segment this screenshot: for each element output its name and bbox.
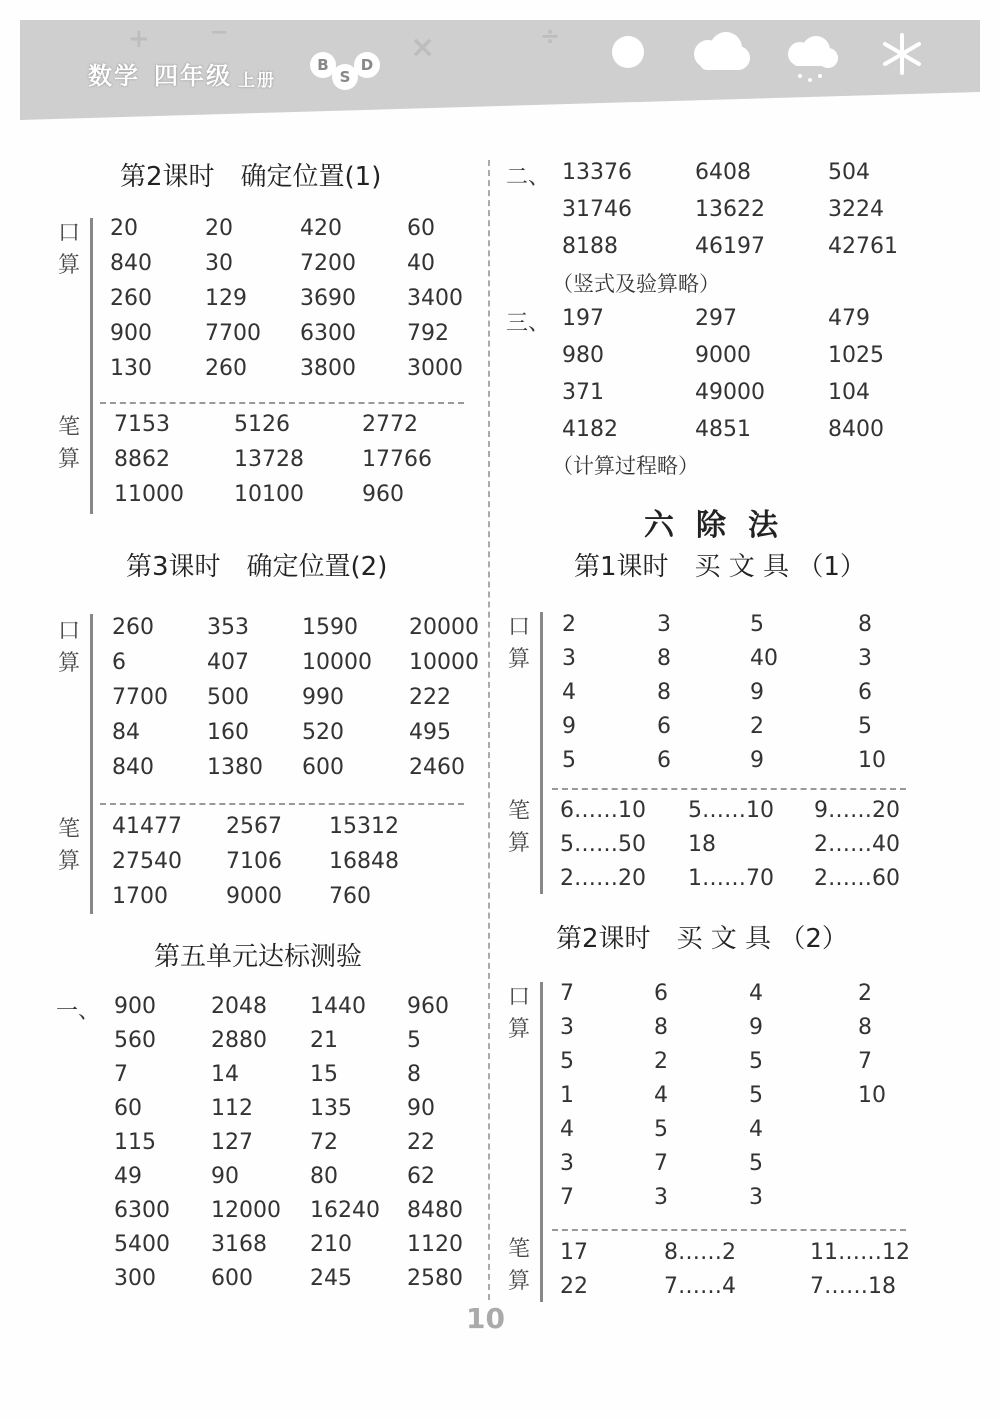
column-divider (488, 160, 490, 1300)
written-label: 笔算 (57, 415, 80, 472)
header-grade: 四年级 (154, 62, 232, 90)
page-number: 10 (466, 1302, 505, 1335)
table-row: 7 14 15 8 (114, 1062, 421, 1087)
table-row: 1 4 5 10 (560, 1083, 886, 1108)
question-3-note: （计算过程略） (552, 454, 699, 478)
section-bar (540, 612, 543, 894)
lesson-2-title: 第2课时 确定位置(1) (120, 162, 382, 192)
chapter-title: 六除法 (644, 508, 800, 543)
table-row: 8188 46197 42761 (562, 234, 898, 259)
table-row: 5 2 5 7 (560, 1049, 872, 1074)
oral-label: 口算 (507, 615, 530, 672)
table-row: 31746 13622 3224 (562, 197, 884, 222)
table-row: 2 3 5 8 (562, 612, 872, 637)
section-bar (90, 614, 93, 914)
table-row: 197 297 479 (562, 306, 870, 331)
unit-test-q1-grid (114, 994, 463, 1291)
section-bar (90, 218, 93, 514)
table-row: 6 407 10000 10000 (112, 650, 479, 675)
lesson-2-oral-grid (110, 216, 463, 381)
unit-test-title: 第五单元达标测验 (154, 942, 363, 972)
table-row: 49 90 80 62 (114, 1164, 435, 1189)
table-row: 3 7 5 (560, 1151, 763, 1176)
table-row: 900 2048 1440 960 (114, 994, 449, 1019)
badge-letter-d: D (354, 52, 380, 78)
table-row: 6……10 5……10 9……20 (560, 798, 900, 823)
question-1-label: 一、 (56, 999, 101, 1024)
question-2-label: 二、 (506, 165, 551, 190)
table-row: 7 3 3 (560, 1185, 763, 1210)
table-row: 7153 5126 2772 (114, 412, 418, 437)
minus-symbol-icon: − (210, 20, 229, 45)
table-row: 4 8 9 6 (562, 680, 872, 705)
plus-symbol-icon: + (128, 24, 150, 54)
question-2-grid (562, 160, 898, 259)
division-lesson-2-oral-grid (560, 981, 886, 1210)
table-row: 11000 10100 960 (114, 482, 404, 507)
division-lesson-2-written-grid (560, 1240, 910, 1299)
lesson-3-title: 第3课时 确定位置(2) (126, 552, 388, 582)
table-row: 2……20 1……70 2……60 (560, 866, 900, 891)
times-symbol-icon: × (410, 30, 436, 65)
question-3-label: 三、 (506, 311, 551, 336)
table-row: 60 112 135 90 (114, 1096, 435, 1121)
table-row: 260 353 1590 20000 (112, 615, 479, 640)
badge-letter-s: S (332, 64, 358, 90)
table-row: 371 49000 104 (562, 380, 870, 405)
table-row: 5……50 18 2……40 (560, 832, 900, 857)
table-row: 41477 2567 15312 (112, 814, 399, 839)
table-row: 8862 13728 17766 (114, 447, 432, 472)
cloud-icon (686, 30, 752, 74)
table-row: 20 20 420 60 (110, 216, 435, 241)
snowflake-icon (880, 32, 924, 76)
oral-label: 口算 (57, 619, 80, 676)
header-title (88, 56, 276, 91)
sun-icon (610, 34, 646, 70)
lesson-3-oral-grid (112, 615, 479, 780)
header-subject: 数学 (88, 62, 140, 90)
table-row: 7 6 4 2 (560, 981, 872, 1006)
table-row: 5400 3168 210 1120 (114, 1232, 463, 1257)
table-row: 9 6 2 5 (562, 714, 872, 739)
written-label: 笔算 (57, 817, 80, 874)
question-3-grid (562, 306, 884, 442)
table-row: 27540 7106 16848 (112, 849, 399, 874)
table-row: 840 1380 600 2460 (112, 755, 465, 780)
table-row: 840 30 7200 40 (110, 251, 435, 276)
table-row: 3 8 40 3 (562, 646, 872, 671)
table-row: 560 2880 21 5 (114, 1028, 421, 1053)
table-row: 6300 12000 16240 8480 (114, 1198, 463, 1223)
divide-symbol-icon: ÷ (540, 22, 561, 50)
table-row: 4182 4851 8400 (562, 417, 884, 442)
table-row: 22 7……4 7……18 (560, 1274, 896, 1299)
written-label: 笔算 (507, 799, 530, 856)
table-row: 900 7700 6300 792 (110, 321, 449, 346)
lesson-3-written-grid (112, 814, 399, 909)
question-2-note: （竖式及验算略） (552, 272, 720, 296)
section-separator (100, 402, 464, 404)
table-row: 84 160 520 495 (112, 720, 451, 745)
table-row: 260 129 3690 3400 (110, 286, 463, 311)
table-row: 130 260 3800 3000 (110, 356, 463, 381)
lesson-2-written-grid (114, 412, 432, 507)
header-volume: 上册 (238, 71, 276, 91)
division-lesson-2-title: 第2课时 买 文 具 （2） (556, 924, 848, 954)
rain-cloud-icon (780, 34, 842, 84)
oral-label: 口算 (507, 985, 530, 1042)
table-row: 5 6 9 10 (562, 748, 886, 773)
division-lesson-1-oral-grid (562, 612, 886, 773)
table-row: 115 127 72 22 (114, 1130, 435, 1155)
table-row: 4 5 4 (560, 1117, 763, 1142)
division-lesson-1-written-grid (560, 798, 900, 891)
table-row: 300 600 245 2580 (114, 1266, 463, 1291)
table-row: 7700 500 990 222 (112, 685, 451, 710)
table-row: 3 8 9 8 (560, 1015, 872, 1040)
table-row: 1700 9000 760 (112, 884, 371, 909)
section-bar (540, 982, 543, 1302)
division-lesson-1-title: 第1课时 买 文 具 （1） (574, 552, 866, 582)
oral-label: 口算 (57, 221, 80, 278)
written-label: 笔算 (507, 1237, 530, 1294)
table-row: 17 8……2 11……12 (560, 1240, 910, 1265)
section-separator (100, 803, 464, 805)
table-row: 980 9000 1025 (562, 343, 884, 368)
badge-letter-b: B (310, 52, 336, 78)
section-separator (552, 788, 906, 790)
table-row: 13376 6408 504 (562, 160, 870, 185)
section-separator (552, 1229, 906, 1231)
